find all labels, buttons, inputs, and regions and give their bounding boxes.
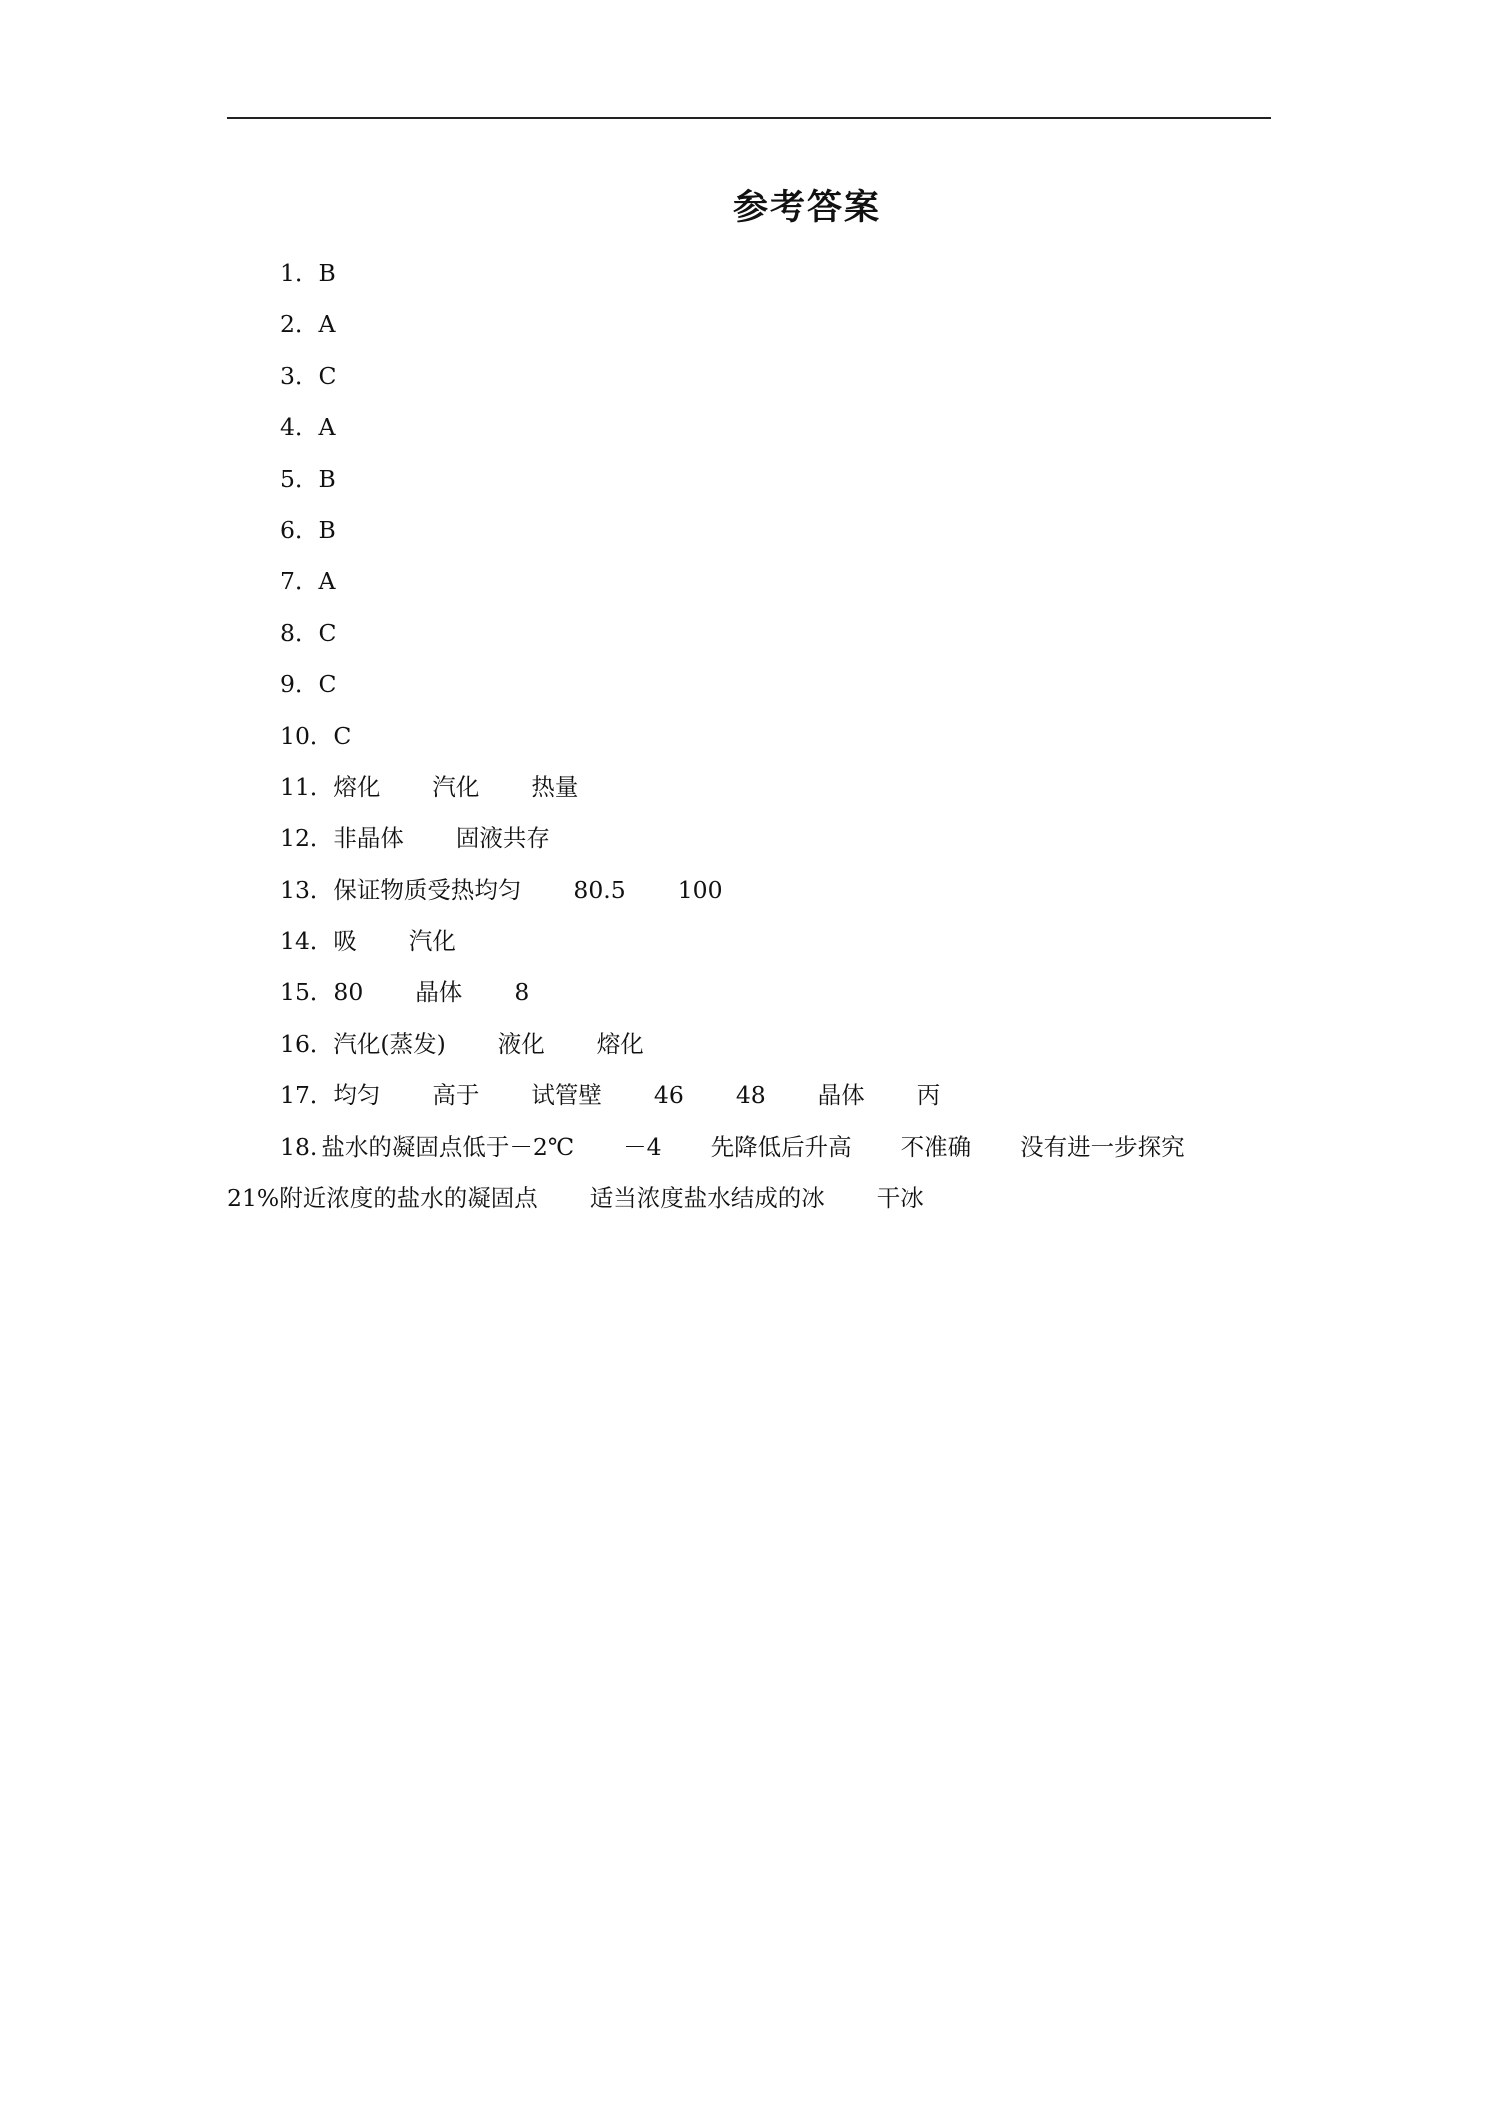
answer-part: －4 <box>623 1132 662 1161</box>
answer-part: C <box>318 670 337 699</box>
answer-part: 汽化 <box>408 927 456 956</box>
answer-number: 4． <box>280 413 319 442</box>
answer-number: 3． <box>280 361 319 390</box>
answer-part: 保证物质受热均匀 <box>333 875 522 904</box>
answer-part: 吸 <box>333 927 357 956</box>
answer-number: 5． <box>280 464 319 493</box>
answer-part: 试管壁 <box>531 1081 602 1110</box>
answer-part: 适当浓度盐水结成的冰 <box>589 1184 825 1213</box>
answer-number: 15． <box>280 978 334 1007</box>
answer-number: 1． <box>280 259 319 287</box>
answer-part: 高于 <box>432 1081 480 1110</box>
answer-number: 11． <box>280 772 334 801</box>
answer-number: 7． <box>280 567 319 596</box>
answer-part: 盐水的凝固点低于－2℃ <box>321 1132 575 1161</box>
answer-item-3 <box>227 351 1277 402</box>
answer-part: 汽化(蒸发) <box>333 1029 446 1058</box>
answer-item-18 <box>227 1122 1277 1173</box>
answer-part: 8 <box>514 978 530 1007</box>
page-title: 参考答案 <box>732 188 881 228</box>
answer-number: 17． <box>280 1081 334 1110</box>
answer-part: C <box>333 721 352 750</box>
answer-number: 14． <box>280 927 334 956</box>
answer-item-1 <box>227 248 1277 299</box>
answer-18-line-2 <box>227 1173 1277 1224</box>
answer-item-7 <box>227 556 1277 607</box>
answer-part: 100 <box>677 875 723 904</box>
answer-part: 晶体 <box>817 1081 865 1110</box>
answer-list <box>227 248 1277 1224</box>
answer-item-5 <box>227 454 1277 505</box>
answer-item-6 <box>227 505 1277 556</box>
answer-number: 2． <box>280 310 319 339</box>
answer-part: 均匀 <box>333 1081 381 1110</box>
answer-part: 热量 <box>531 772 579 801</box>
answer-part: A <box>318 310 336 339</box>
answer-part: 固液共存 <box>455 824 550 853</box>
answer-part: 80.5 <box>573 875 626 904</box>
answer-part: A <box>318 413 336 442</box>
answer-item-14 <box>227 916 1277 967</box>
answer-part: 先降低后升高 <box>710 1132 852 1161</box>
answer-part: 非晶体 <box>333 824 404 853</box>
answer-item-11 <box>227 762 1277 813</box>
answer-part: B <box>318 515 336 544</box>
answer-item-15 <box>227 967 1277 1018</box>
answer-item-12 <box>227 813 1277 864</box>
answer-part: C <box>318 618 337 647</box>
answer-number: 16． <box>280 1029 334 1058</box>
answer-item-16 <box>227 1019 1277 1070</box>
answer-number: 9． <box>280 670 319 699</box>
answer-part: 熔化 <box>333 772 381 801</box>
answer-part: 丙 <box>916 1081 941 1110</box>
answer-part: C <box>318 361 337 390</box>
answer-part: 46 <box>653 1081 684 1110</box>
answer-part: 48 <box>735 1081 766 1110</box>
answer-part: B <box>318 464 336 493</box>
answer-item-2 <box>227 299 1277 350</box>
answer-item-13 <box>227 865 1277 916</box>
answer-item-8 <box>227 608 1277 659</box>
answer-item-17 <box>227 1070 1277 1121</box>
answer-item-4 <box>227 402 1277 453</box>
answer-part: 干冰 <box>876 1184 924 1213</box>
answer-number: 13． <box>280 875 334 904</box>
answer-18-line-1 <box>227 1122 1271 1173</box>
answer-number: 8． <box>280 618 319 647</box>
answer-part: 不准确 <box>900 1132 972 1161</box>
answer-part: 液化 <box>497 1029 545 1058</box>
answer-item-9 <box>227 659 1277 710</box>
answer-number: 12． <box>280 824 334 853</box>
answer-part: 汽化 <box>432 772 480 801</box>
answer-part: 80 <box>333 978 364 1007</box>
header-rule <box>227 117 1271 119</box>
answer-number: 10． <box>280 721 334 750</box>
answer-part: 熔化 <box>596 1029 644 1058</box>
answer-number: 6． <box>280 515 319 544</box>
answer-part: 21%附近浓度的盐水的凝固点 <box>227 1184 538 1213</box>
answer-number: 18. <box>280 1132 318 1161</box>
answer-item-10 <box>227 711 1277 762</box>
answer-part: A <box>318 567 336 596</box>
answer-part: 晶体 <box>415 978 463 1007</box>
answer-part: B <box>318 259 336 287</box>
answer-part: 没有进一步探究 <box>1020 1132 1185 1161</box>
